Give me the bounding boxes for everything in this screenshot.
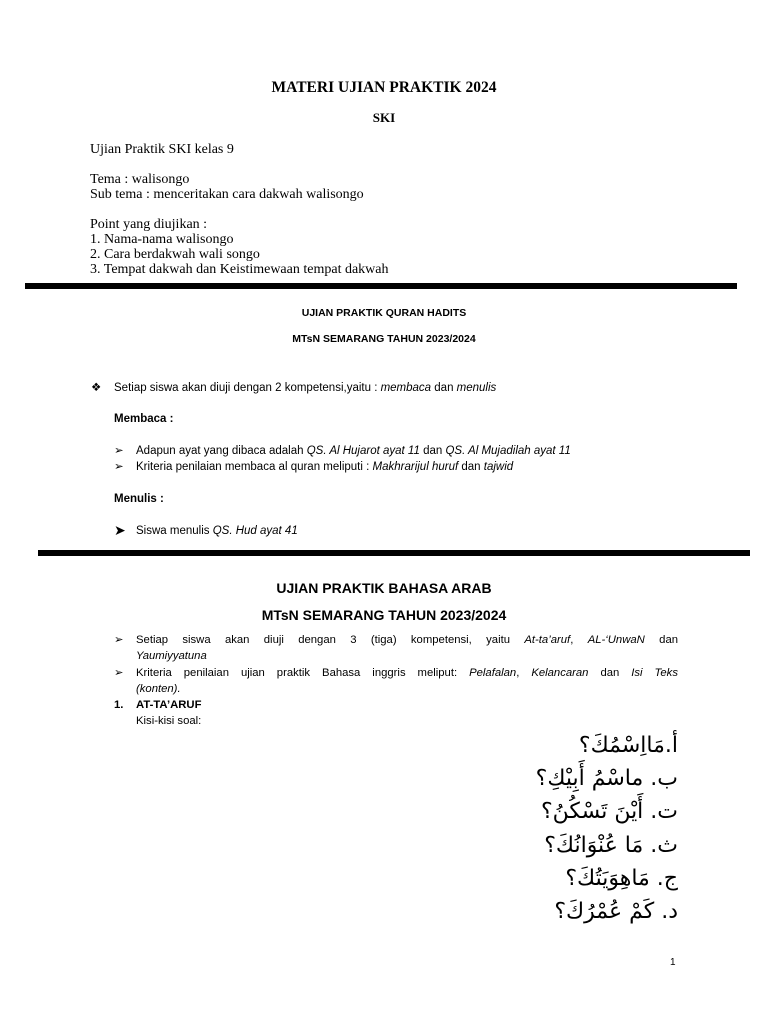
arrow-bullet-icon: ➢ — [114, 634, 124, 646]
diamond-bullet-icon: ❖ — [91, 382, 102, 394]
section-title: AT-TA’ARUF — [136, 699, 202, 711]
section-divider — [38, 550, 750, 556]
menulis-item: Siswa menulis QS. Hud ayat 41 — [136, 525, 298, 537]
menulis-label: Menulis : — [114, 493, 164, 505]
arabic-question: ت. أَيْنَ تَسْكُنُ؟ — [541, 799, 678, 824]
tema-line: Tema : walisongo — [90, 172, 190, 187]
membaca-label: Membaca : — [114, 413, 174, 425]
arab-subheading: MTsN SEMARANG TAHUN 2023/2024 — [261, 607, 507, 623]
arabic-question: د. كَمْ عُمْرُكَ؟ — [554, 899, 678, 924]
point-item: 3. Tempat dakwah dan Keistimewaan tempat dakwah — [90, 262, 389, 277]
arrow-bullet-icon: ➢ — [114, 667, 124, 679]
membaca-item: Adapun ayat yang dibaca adalah QS. Al Hujarot ayat 11 dan QS. Al Mujadilah ayat 11 — [136, 445, 571, 457]
membaca-item: Kriteria penilaian membaca al quran meliputi : Makhrarijul huruf dan tajwid — [136, 461, 514, 473]
arab-item-2: Kriteria penilaian ujian praktik Bahasa inggris meliput: Pelafalan, Kelancaran dan Isi Teks — [136, 667, 678, 679]
kisi-label: Kisi-kisi soal: — [136, 715, 202, 727]
page-number: 1 — [670, 957, 676, 968]
arabic-question: ج. مَاهِوَيَتُكَ؟ — [565, 866, 678, 891]
subject-heading: SKI — [372, 110, 396, 125]
arabic-question: ب. ماسْمُ أَبِيْكِ؟ — [535, 766, 678, 791]
arrow-bullet-icon: ➢ — [114, 445, 124, 457]
quran-intro: Setiap siswa akan diuji dengan 2 kompetensi,yaitu : membaca dan menulis — [114, 382, 497, 394]
arab-item-1-cont: Yaumiyyatuna — [136, 650, 207, 662]
class-line: Ujian Praktik SKI kelas 9 — [90, 142, 234, 157]
arab-item-1: Setiap siswa akan diuji dengan 3 (tiga) kompetensi, yaitu At-ta’aruf, AL-‘UnwaN dan — [136, 634, 679, 646]
arab-heading: UJIAN PRAKTIK BAHASA ARAB — [276, 580, 492, 596]
points-heading: Point yang diujikan : — [90, 217, 208, 232]
page-title: MATERI UJIAN PRAKTIK 2024 — [271, 79, 497, 96]
arabic-question: أ.مَااِسْمُكَ؟ — [578, 733, 678, 758]
section-divider — [25, 283, 737, 289]
arrow-bullet-icon: ➢ — [114, 461, 124, 473]
sub-tema-line: Sub tema : menceritakan cara dakwah walisongo — [90, 187, 364, 202]
arab-item-2-cont: (konten). — [136, 683, 181, 695]
arrow-bullet-icon: ➤ — [114, 522, 126, 538]
arabic-question: ث. مَا عُنْوَانُكَ؟ — [544, 833, 678, 858]
point-item: 2. Cara berdakwah wali songo — [90, 247, 260, 262]
quran-subheading: MTsN SEMARANG TAHUN 2023/2024 — [292, 333, 476, 345]
point-item: 1. Nama-nama walisongo — [90, 232, 234, 247]
quran-heading: UJIAN PRAKTIK QURAN HADITS — [301, 307, 467, 319]
section-number: 1. — [114, 699, 124, 711]
